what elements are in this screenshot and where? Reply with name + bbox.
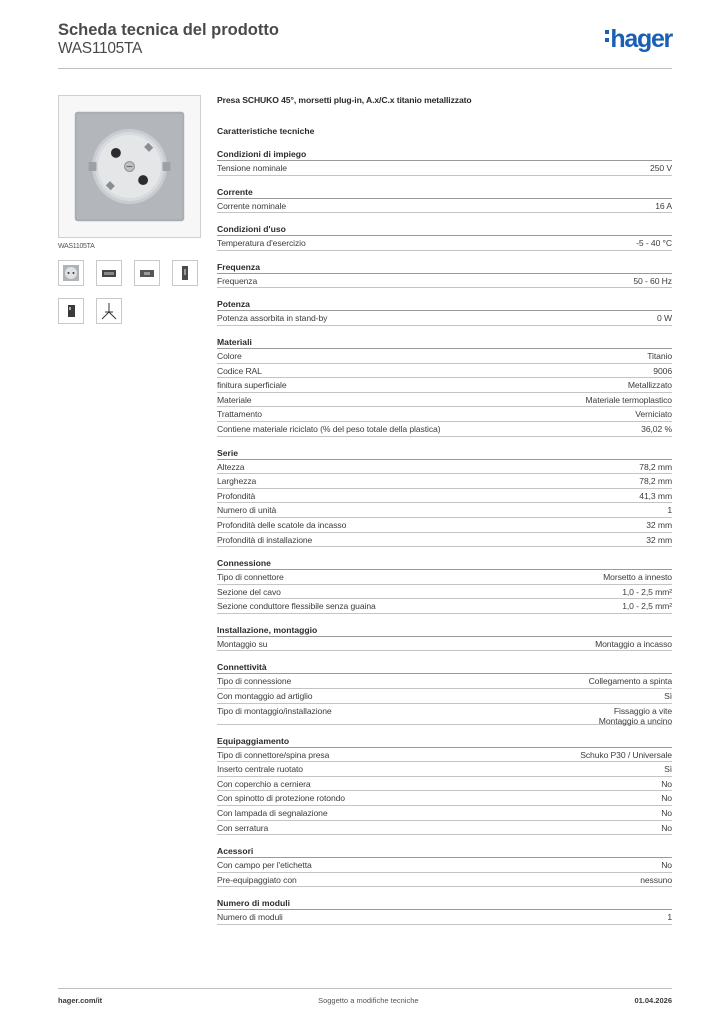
spec-label: Frequenza bbox=[217, 275, 258, 286]
spec-label: Montaggio su bbox=[217, 638, 268, 649]
spec-row bbox=[217, 407, 672, 422]
spec-group bbox=[217, 186, 672, 214]
spec-group bbox=[217, 447, 672, 548]
spec-group bbox=[217, 897, 672, 925]
spec-row bbox=[217, 422, 672, 437]
spec-value: 0 W bbox=[657, 313, 672, 324]
spec-value: 1,0 - 2,5 mm² bbox=[622, 601, 672, 612]
spec-label: Colore bbox=[217, 350, 242, 361]
spec-row bbox=[217, 637, 672, 652]
spec-group bbox=[217, 336, 672, 437]
spec-row bbox=[217, 274, 672, 289]
spec-label: Contiene materiale riciclato (% del peso totale della plastica) bbox=[217, 423, 441, 434]
spec-value: 32 mm bbox=[646, 519, 672, 530]
spec-label: Con lampada di segnalazione bbox=[217, 808, 328, 819]
spec-value: 32 mm bbox=[646, 534, 672, 545]
frame-detail-icon[interactable] bbox=[58, 298, 84, 324]
spec-group bbox=[217, 735, 672, 836]
spec-group bbox=[217, 261, 672, 289]
product-code: WAS1105TA bbox=[58, 40, 143, 57]
spec-row bbox=[217, 460, 672, 475]
spec-group-title: Serie bbox=[217, 447, 672, 460]
spec-value: Morsetto a innesto bbox=[603, 572, 672, 583]
spec-group-title: Condizioni di impiego bbox=[217, 148, 672, 161]
spec-section-title: Caratteristiche tecniche bbox=[217, 126, 315, 136]
spec-row bbox=[217, 674, 672, 689]
spec-label: Materiale bbox=[217, 394, 252, 405]
spec-value: No bbox=[661, 860, 672, 871]
flush-box-icon[interactable] bbox=[134, 260, 160, 286]
spec-value: 9006 bbox=[653, 365, 672, 376]
spec-row bbox=[217, 791, 672, 806]
spec-row bbox=[217, 748, 672, 763]
spec-group-title: Connettività bbox=[217, 661, 672, 674]
header-divider bbox=[58, 68, 672, 69]
page-header bbox=[58, 20, 672, 68]
spec-group bbox=[217, 845, 672, 887]
hager-logo bbox=[605, 26, 672, 52]
spec-value: Sì bbox=[664, 764, 672, 775]
spec-value: 78,2 mm bbox=[639, 476, 672, 487]
spec-label: Numero di moduli bbox=[217, 912, 283, 923]
spec-row bbox=[217, 393, 672, 408]
spec-value: 1 bbox=[667, 505, 672, 516]
logo-dots-icon bbox=[605, 30, 609, 42]
spec-value: No bbox=[661, 808, 672, 819]
spec-value: Sì bbox=[664, 691, 672, 702]
spec-row bbox=[217, 364, 672, 379]
spec-group-title: Connessione bbox=[217, 557, 672, 570]
side-view-icon[interactable] bbox=[172, 260, 198, 286]
spec-sheet bbox=[217, 92, 672, 925]
spec-value: -5 - 40 °C bbox=[636, 238, 672, 249]
spec-value: Schuko P30 / Universale bbox=[580, 749, 672, 760]
spec-row bbox=[217, 518, 672, 533]
spec-label: Tipo di connettore/spina presa bbox=[217, 749, 330, 760]
spec-row bbox=[217, 349, 672, 364]
spec-row bbox=[217, 236, 672, 251]
spec-label: Tipo di connessione bbox=[217, 676, 292, 687]
footer-date: 01.04.2026 bbox=[634, 996, 672, 1005]
spec-row bbox=[217, 910, 672, 925]
product-image-caption: WAS1105TA bbox=[58, 243, 95, 250]
footer-website-link[interactable]: hager.com/it bbox=[58, 996, 103, 1005]
spec-label: Corrente nominale bbox=[217, 200, 286, 211]
spec-group-title: Condizioni d'uso bbox=[217, 223, 672, 236]
spec-row bbox=[217, 858, 672, 873]
spec-label: Temperatura d'esercizio bbox=[217, 238, 306, 249]
spec-row bbox=[217, 599, 672, 614]
spec-label: Profondità di installazione bbox=[217, 534, 313, 545]
spec-label: Con campo per l'etichetta bbox=[217, 860, 312, 871]
surface-box-icon[interactable] bbox=[96, 260, 122, 286]
spec-value: No bbox=[661, 778, 672, 789]
spec-label: Tipo di connettore bbox=[217, 572, 284, 583]
spec-label: Pre-equipaggiato con bbox=[217, 874, 297, 885]
spec-value: 16 A bbox=[655, 200, 672, 211]
spec-group bbox=[217, 624, 672, 652]
spec-value: Verniciato bbox=[635, 409, 672, 420]
spec-group-title: Numero di moduli bbox=[217, 897, 672, 910]
spec-value: Metallizzato bbox=[627, 380, 672, 391]
spec-label: Tensione nominale bbox=[217, 163, 287, 173]
spec-label: Con montaggio ad artiglio bbox=[217, 691, 313, 702]
spec-row bbox=[217, 806, 672, 821]
spec-group bbox=[217, 557, 672, 614]
spec-row bbox=[217, 474, 672, 489]
document-title: Scheda tecnica del prodotto bbox=[58, 21, 279, 39]
spec-group-title: Equipaggiamento bbox=[217, 735, 672, 748]
spec-label: Profondità bbox=[217, 490, 256, 501]
spec-group-title: Installazione, montaggio bbox=[217, 624, 672, 637]
spec-row bbox=[217, 311, 672, 326]
product-image bbox=[58, 95, 201, 238]
spec-row bbox=[217, 704, 672, 725]
spec-row bbox=[217, 689, 672, 704]
spec-label: Sezione del cavo bbox=[217, 586, 281, 597]
spec-label: Con coperchio a cerniera bbox=[217, 778, 311, 789]
spec-value: Titanio bbox=[647, 350, 672, 361]
spec-value: 1 bbox=[667, 912, 672, 923]
spec-row bbox=[217, 762, 672, 777]
spec-group-title: Potenza bbox=[217, 298, 672, 311]
spec-value: 250 V bbox=[650, 163, 672, 173]
spec-row bbox=[217, 503, 672, 518]
spec-label: Numero di unità bbox=[217, 505, 277, 516]
socket-thumbnail-icon[interactable] bbox=[58, 260, 84, 286]
spec-row bbox=[217, 533, 672, 548]
spec-label: Profondità delle scatole da incasso bbox=[217, 519, 347, 530]
spec-value: No bbox=[661, 822, 672, 833]
spec-value: 1,0 - 2,5 mm² bbox=[622, 586, 672, 597]
spec-label: Con spinotto di protezione rotondo bbox=[217, 793, 345, 804]
spec-group bbox=[217, 223, 672, 251]
spec-label: Larghezza bbox=[217, 476, 257, 487]
spec-value: 41,3 mm bbox=[639, 490, 672, 501]
spec-group bbox=[217, 148, 672, 176]
spec-value: Montaggio a incasso bbox=[595, 638, 672, 649]
spec-value: Fissaggio a vite Montaggio a uncino bbox=[598, 705, 672, 727]
spec-label: Tipo di montaggio/installazione bbox=[217, 705, 332, 716]
spec-row bbox=[217, 199, 672, 214]
grounding-symbol-icon[interactable] bbox=[96, 298, 122, 324]
spec-label: Trattamento bbox=[217, 409, 262, 420]
spec-label: Altezza bbox=[217, 461, 245, 472]
spec-row bbox=[217, 873, 672, 888]
page-footer bbox=[58, 996, 672, 1010]
spec-value: 50 - 60 Hz bbox=[633, 275, 672, 286]
spec-label: Sezione conduttore flessibile senza guaina bbox=[217, 601, 376, 612]
spec-row bbox=[217, 821, 672, 836]
spec-value: No bbox=[661, 793, 672, 804]
spec-row bbox=[217, 378, 672, 393]
spec-label: Codice RAL bbox=[217, 365, 262, 376]
footer-divider bbox=[58, 988, 672, 989]
spec-label: Potenza assorbita in stand-by bbox=[217, 313, 328, 324]
spec-group-title: Acessori bbox=[217, 845, 672, 858]
spec-group-title: Materiali bbox=[217, 336, 672, 349]
spec-label: finitura superficiale bbox=[217, 380, 287, 391]
product-media bbox=[58, 95, 203, 324]
thumbnail-gallery bbox=[58, 260, 208, 324]
spec-groups bbox=[217, 148, 672, 925]
spec-label: Con serratura bbox=[217, 822, 269, 833]
spec-value: Materiale termoplastico bbox=[585, 394, 672, 405]
spec-row bbox=[217, 161, 672, 176]
logo-text: hager bbox=[610, 25, 672, 53]
product-name: Presa SCHUKO 45°, morsetti plug-in, A.x/C.x titanio metallizzato bbox=[217, 95, 472, 105]
spec-value: 36,02 % bbox=[641, 423, 672, 434]
spec-group bbox=[217, 298, 672, 326]
spec-row bbox=[217, 777, 672, 792]
spec-value: Collegamento a spinta bbox=[588, 676, 672, 687]
spec-row bbox=[217, 585, 672, 600]
spec-row bbox=[217, 489, 672, 504]
spec-group-title: Corrente bbox=[217, 186, 672, 199]
spec-value: nessuno bbox=[640, 874, 672, 885]
spec-row bbox=[217, 570, 672, 585]
spec-value: 78,2 mm bbox=[639, 461, 672, 472]
spec-group bbox=[217, 661, 672, 727]
spec-group-title: Frequenza bbox=[217, 261, 672, 274]
footer-note: Soggetto a modifiche tecniche bbox=[318, 996, 419, 1005]
spec-label: Inserto centrale ruotato bbox=[217, 764, 303, 775]
